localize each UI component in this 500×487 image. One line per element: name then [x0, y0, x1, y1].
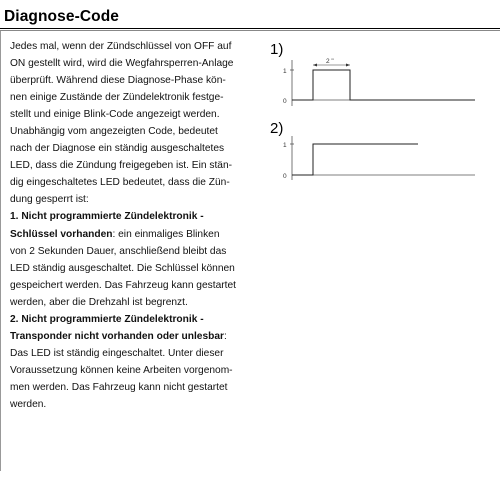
section2-heading: 2. Nicht programmierte Zündelektronik - — [10, 313, 204, 325]
diagram-2-label: 2) — [270, 120, 284, 137]
diagram-1-signal — [292, 70, 475, 100]
section1-heading-bold: Schlüssel vorhanden — [10, 228, 113, 240]
text-line: men werden. Das Fahrzeug kann nicht gestartet — [10, 381, 228, 393]
diagram-2-signal — [292, 144, 418, 175]
section1-heading-rest: : ein einmaliges Blinken — [112, 228, 220, 240]
text-line: Das LED ist ständig eingeschaltet. Unter dieser — [10, 347, 224, 359]
text-line: Jedes mal, wenn der Zündschlüssel von OFF auf — [10, 41, 232, 52]
timing-diagram-1 — [270, 36, 490, 116]
section1-heading-line2 — [10, 226, 255, 243]
timing-diagram-2 — [270, 118, 490, 188]
title-rule — [0, 28, 500, 29]
section1-heading: 1. Nicht programmierte Zündelektronik - — [10, 211, 204, 223]
diagram-1-arrowhead-right — [346, 64, 350, 67]
text-line: Voraussetzung können keine Arbeiten vorgenom- — [10, 364, 233, 376]
title-rule-shadow — [0, 30, 500, 31]
text-line: stellt und einige Blink-Code angezeigt werden. — [10, 109, 220, 121]
text-line: nach der Diagnose ein ständig ausgeschaltetes — [10, 143, 225, 155]
text-line: LED ständig ausgeschaltet. Die Schlüssel können — [10, 262, 235, 274]
text-line: von 2 Sekunden Dauer, anschließend bleibt das — [10, 245, 227, 257]
text-line: ON gestellt wird, wird die Wegfahrsperren-Anlage — [10, 58, 234, 70]
text-line: dig eingeschaltetes LED bedeutet, dass die Zün- — [10, 177, 230, 189]
text-line: dung gesperrt ist: — [10, 194, 89, 206]
text-line: Unabhängig vom angezeigten Code, bedeutet — [10, 126, 218, 138]
diagram-1-label: 1) — [270, 41, 284, 58]
section2-heading-rest: : — [223, 330, 227, 342]
section2-heading-line2 — [10, 328, 255, 345]
body-text — [10, 38, 255, 413]
text-line: LED, dass die Zündung freigegeben ist. Ein stän- — [10, 160, 232, 172]
diagram-2-y-low: 0 — [283, 173, 287, 180]
diagram-1-y-low: 0 — [283, 98, 287, 105]
text-line: nen einige Zustände der Zündelektronik festge- — [10, 92, 224, 104]
left-border — [0, 31, 1, 471]
text-line: gespeichert werden. Das Fahrzeug kann gestartet — [10, 279, 236, 291]
text-line: werden. — [10, 398, 47, 410]
diagram-1-arrowhead-left — [313, 64, 317, 67]
text-line: überprüft. Während diese Diagnose-Phase kön- — [10, 75, 226, 87]
page-title: Diagnose-Code — [4, 8, 119, 25]
diagram-1-pulse-label: 2 " — [326, 58, 334, 65]
diagram-2-y-high: 1 — [283, 142, 287, 149]
text-line: werden, aber die Drehzahl ist begrenzt. — [10, 296, 188, 308]
diagram-1-y-high: 1 — [283, 68, 287, 75]
section2-heading-bold: Transponder nicht vorhanden oder unlesbar — [10, 330, 224, 342]
